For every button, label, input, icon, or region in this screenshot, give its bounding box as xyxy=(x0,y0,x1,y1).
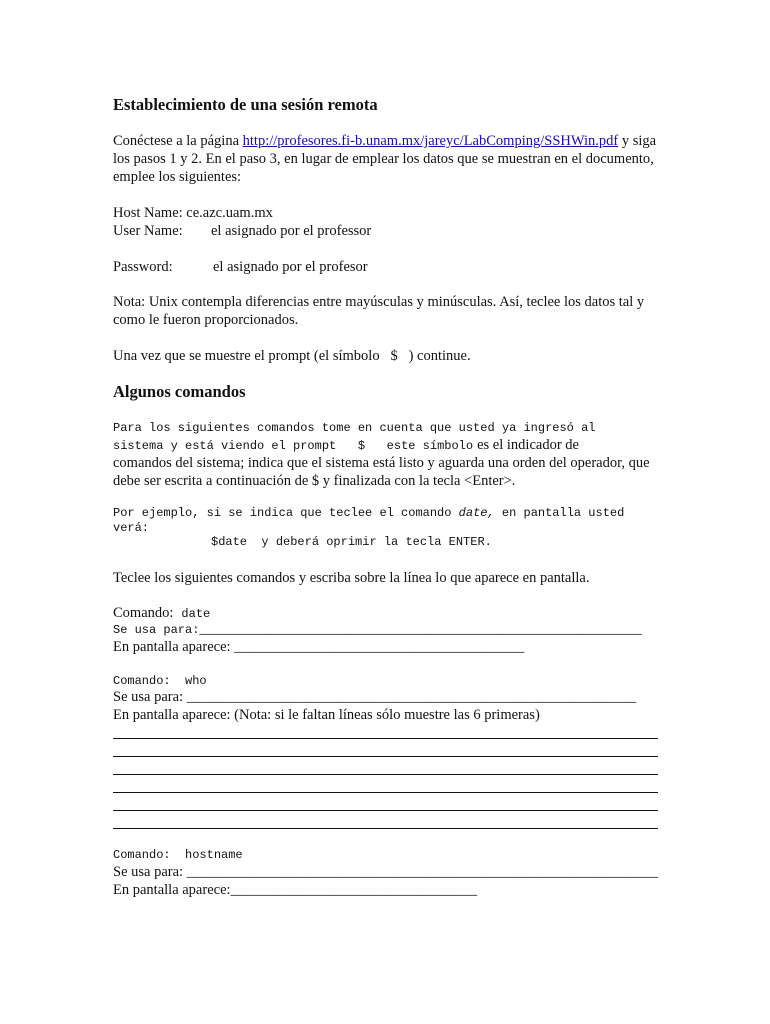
commands-intro-line1: Para los siguientes comandos tome en cuenta que usted ya ingresó al xyxy=(113,421,596,435)
screen-label: En pantalla aparece: xyxy=(113,639,231,655)
prompt-symbol: $ xyxy=(390,348,398,364)
example-line3 xyxy=(113,535,756,550)
prompt-text-pre: Una vez que se muestre el prompt (el símbolo xyxy=(113,348,380,364)
password-line xyxy=(113,258,658,276)
commands-intro-mono-b: sistema y está viendo el prompt xyxy=(113,439,337,453)
date-screen-line xyxy=(113,638,658,656)
host-name-value: ce.azc.uam.mx xyxy=(186,205,273,221)
example-text-b: en pantalla usted xyxy=(501,506,625,520)
user-name-label: User Name: xyxy=(113,223,183,239)
command-date: date xyxy=(181,607,211,621)
example-command: date, xyxy=(458,506,495,520)
hostname-screen-blank[interactable]: __________________________________ xyxy=(230,882,478,898)
example-line1 xyxy=(113,506,658,521)
commands-intro-serif-b: comandos del sistema; indica que el sistema está listo y aguarda una orden del operador, que debe ser escrita a continuación de $ y finalizada con la tecla <Enter>. xyxy=(113,455,650,489)
commands-intro-serif-a: es el indicador de xyxy=(477,437,579,453)
host-name-label: Host Name: xyxy=(113,205,183,221)
case-sensitivity-note: Nota: Unix contempla diferencias entre mayúsculas y minúsculas. Así, teclee los datos tal y como le fueron proporcionados. xyxy=(113,294,645,328)
use-label: Se usa para: xyxy=(113,623,200,637)
hostname-use-line xyxy=(113,863,658,881)
use-label: Se usa para: xyxy=(113,689,184,705)
example-text-a: Por ejemplo, si se indica que teclee el comando xyxy=(113,506,452,520)
user-name-value: el asignado por el professor xyxy=(211,223,372,239)
command-who: who xyxy=(185,674,207,688)
section-title-commands: Algunos comandos xyxy=(113,382,246,401)
intro-text-post: y siga los pasos 1 y 2. En el paso 3, en lugar de emplear los datos que se muestran en el documento, emplee los siguientes: xyxy=(113,133,657,185)
password-value: el asignado por el profesor xyxy=(213,259,368,275)
hostname-use-blank[interactable]: _________________________________________________________________ xyxy=(186,864,658,880)
answer-line[interactable] xyxy=(113,793,658,811)
example-enter-text: y deberá oprimir la tecla ENTER. xyxy=(261,535,492,549)
hostname-screen-line xyxy=(113,881,658,899)
command-hostname: hostname xyxy=(185,848,243,862)
who-use-line xyxy=(113,688,658,706)
host-name-line xyxy=(113,204,658,222)
intro-paragraph xyxy=(113,132,658,186)
example-line2: verá: xyxy=(113,521,150,535)
sshwin-pdf-link[interactable]: http://profesores.fi-b.unam.mx/jareyc/LabComping/SSHWin.pdf xyxy=(242,133,619,149)
section-title-remote-session: Establecimiento de una sesión remota xyxy=(113,95,378,114)
command-label: Comando: xyxy=(113,848,171,862)
who-screen-line: En pantalla aparece: (Nota: si le faltan líneas sólo muestre las 6 primeras) xyxy=(113,707,540,723)
prompt-text-post: ) continue. xyxy=(408,348,471,364)
commands-intro-mono-c: este símbolo xyxy=(386,439,474,453)
type-commands-instruction: Teclee los siguientes comandos y escriba sobre la línea lo que aparece en pantalla. xyxy=(113,570,590,586)
command-label: Comando: xyxy=(113,605,174,621)
password-label: Password: xyxy=(113,259,173,275)
user-name-line xyxy=(113,222,658,240)
use-label: Se usa para: xyxy=(113,864,184,880)
date-screen-blank[interactable]: ________________________________________ xyxy=(234,639,525,655)
date-use-blank[interactable]: _____________________________________________________________ xyxy=(199,621,642,637)
who-answer-lines xyxy=(113,721,658,829)
answer-line[interactable] xyxy=(113,757,658,775)
answer-line[interactable] xyxy=(113,775,658,793)
commands-intro-line2 xyxy=(113,436,658,455)
prompt-instruction xyxy=(113,347,658,365)
intro-text-pre: Conéctese a la página xyxy=(113,133,243,149)
answer-line[interactable] xyxy=(113,739,658,757)
date-use-line xyxy=(113,620,658,639)
command-label: Comando: xyxy=(113,674,171,688)
example-date-cmd: $date xyxy=(211,535,248,549)
answer-line[interactable] xyxy=(113,811,658,829)
commands-intro-prompt-symbol: $ xyxy=(357,439,366,453)
command-hostname-line xyxy=(113,846,658,864)
screen-label: En pantalla aparece: xyxy=(113,882,231,898)
answer-line[interactable] xyxy=(113,721,658,739)
who-use-blank[interactable]: ______________________________________________________________ xyxy=(186,689,637,705)
